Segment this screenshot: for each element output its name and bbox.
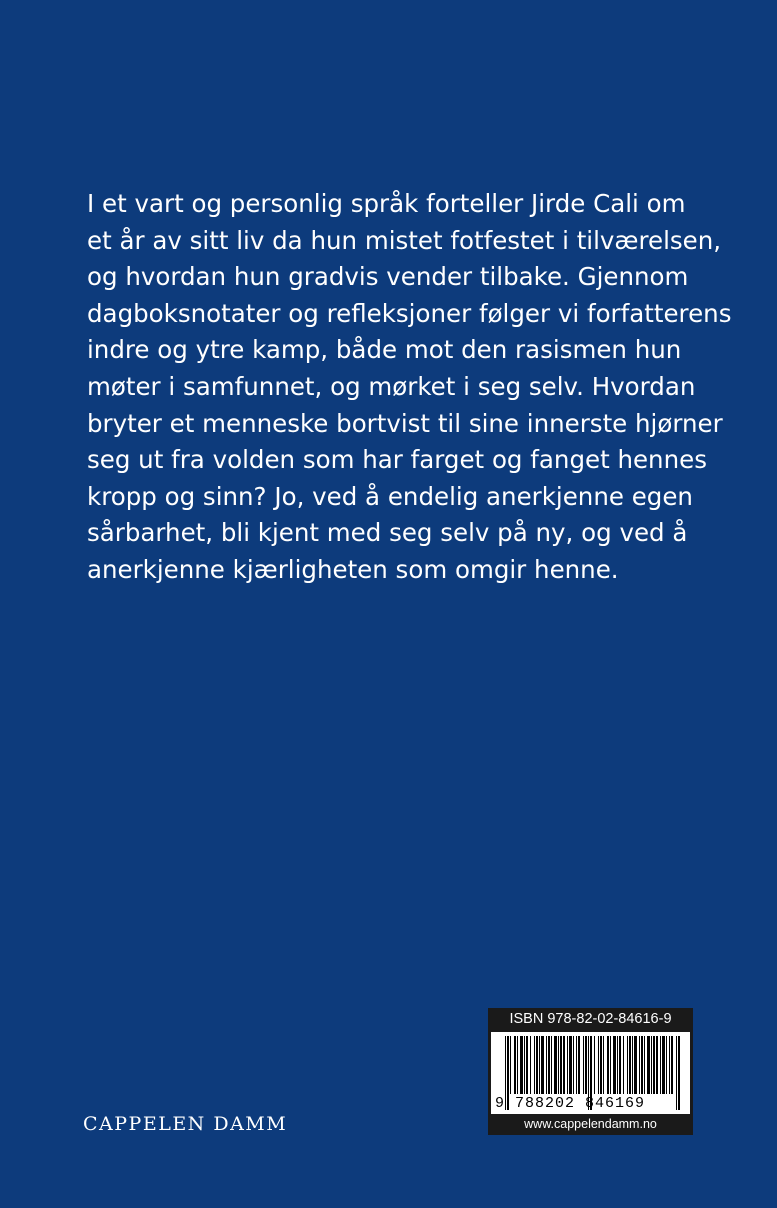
barcode-bar — [526, 1036, 528, 1094]
barcode-digits: 9 788202 846169 — [495, 1095, 646, 1112]
blurb-line: sårbarhet, bli kjent med seg selv på ny, og ved å — [87, 518, 688, 548]
barcode-bar — [627, 1036, 628, 1094]
blurb-line: og hvordan hun gradvis vender tilbake. Gjennom — [87, 262, 689, 292]
barcode-bar — [560, 1036, 562, 1094]
blurb-line: anerkjenne kjærligheten som omgir henne. — [87, 554, 619, 584]
barcode-bar — [651, 1036, 652, 1094]
barcode-bar — [563, 1036, 565, 1094]
blurb-line: indre og ytre kamp, både mot den rasismen hun — [87, 335, 682, 365]
barcode-bar — [517, 1036, 518, 1094]
barcode-bar — [660, 1036, 661, 1094]
barcode-bar — [576, 1036, 577, 1094]
barcode-bar — [613, 1036, 616, 1094]
barcode-bar — [607, 1036, 609, 1094]
blurb-line: I et vart og personlig språk forteller Jirde Cali om — [87, 189, 686, 218]
barcode-bar — [530, 1036, 531, 1094]
barcode-bar — [536, 1036, 538, 1094]
barcode-bar — [623, 1036, 624, 1094]
barcode-bar — [598, 1036, 599, 1094]
barcode-bar — [617, 1036, 618, 1094]
barcode-bar — [583, 1036, 584, 1094]
barcode-bar — [669, 1036, 670, 1094]
barcode-bar — [546, 1036, 547, 1094]
blurb-line: møter i samfunnet, og mørket i seg selv. Hvordan — [87, 371, 696, 401]
barcode-bar — [578, 1036, 580, 1094]
barcode-bar — [603, 1036, 604, 1094]
barcode-bar — [632, 1036, 633, 1094]
barcode-bar — [514, 1036, 516, 1094]
barcode-bar — [641, 1036, 643, 1094]
barcode-bar — [548, 1036, 550, 1094]
barcode-bar — [600, 1036, 602, 1094]
barcode-bar — [541, 1036, 544, 1094]
barcode-bar — [569, 1036, 572, 1094]
barcode-bar — [644, 1036, 645, 1094]
barcode-bar — [653, 1036, 655, 1094]
blurb-line: seg ut fra volden som har farget og fanget hennes — [87, 445, 707, 475]
barcode-bar — [594, 1036, 595, 1094]
barcode-bar — [666, 1036, 667, 1094]
barcode-bar — [662, 1036, 665, 1094]
barcode-bar — [585, 1036, 587, 1094]
blurb-line: bryter et menneske bortvist til sine innerste hjørner — [87, 408, 723, 438]
publisher-logo: CAPPELEN DAMM — [83, 1113, 288, 1135]
blurb-line: kropp og sinn? Jo, ved å endelig anerkjenne egen — [87, 481, 693, 511]
back-cover-blurb — [87, 186, 732, 589]
isbn-barcode-panel — [488, 1008, 693, 1135]
barcode-bar — [567, 1036, 568, 1094]
barcode-bar — [634, 1036, 637, 1094]
publisher-website: www.cappelendamm.no — [524, 1117, 657, 1131]
barcode-bar — [639, 1036, 640, 1094]
blurb-line: dagboksnotater og refleksjoner følger vi forfatterens — [87, 298, 732, 328]
blurb-line: et år av sitt liv da hun mistet fotfestet i tilværelsen, — [87, 225, 722, 255]
barcode-bar — [534, 1036, 535, 1094]
barcode-bar — [558, 1036, 559, 1094]
barcode-bar — [629, 1036, 631, 1094]
barcode-bar — [610, 1036, 611, 1094]
barcode-bar — [551, 1036, 552, 1094]
barcode-bar — [554, 1036, 557, 1094]
barcode — [491, 1032, 690, 1114]
isbn-label: ISBN 978-82-02-84616-9 — [509, 1011, 672, 1027]
barcode-bar — [520, 1036, 523, 1094]
barcode-bar — [510, 1036, 511, 1094]
barcode-bar — [619, 1036, 621, 1094]
barcode-bar — [524, 1036, 525, 1094]
barcode-bar — [573, 1036, 574, 1094]
barcode-bar — [539, 1036, 540, 1094]
barcode-bar — [656, 1036, 658, 1094]
barcode-bar — [671, 1036, 673, 1094]
barcode-bar — [647, 1036, 650, 1094]
